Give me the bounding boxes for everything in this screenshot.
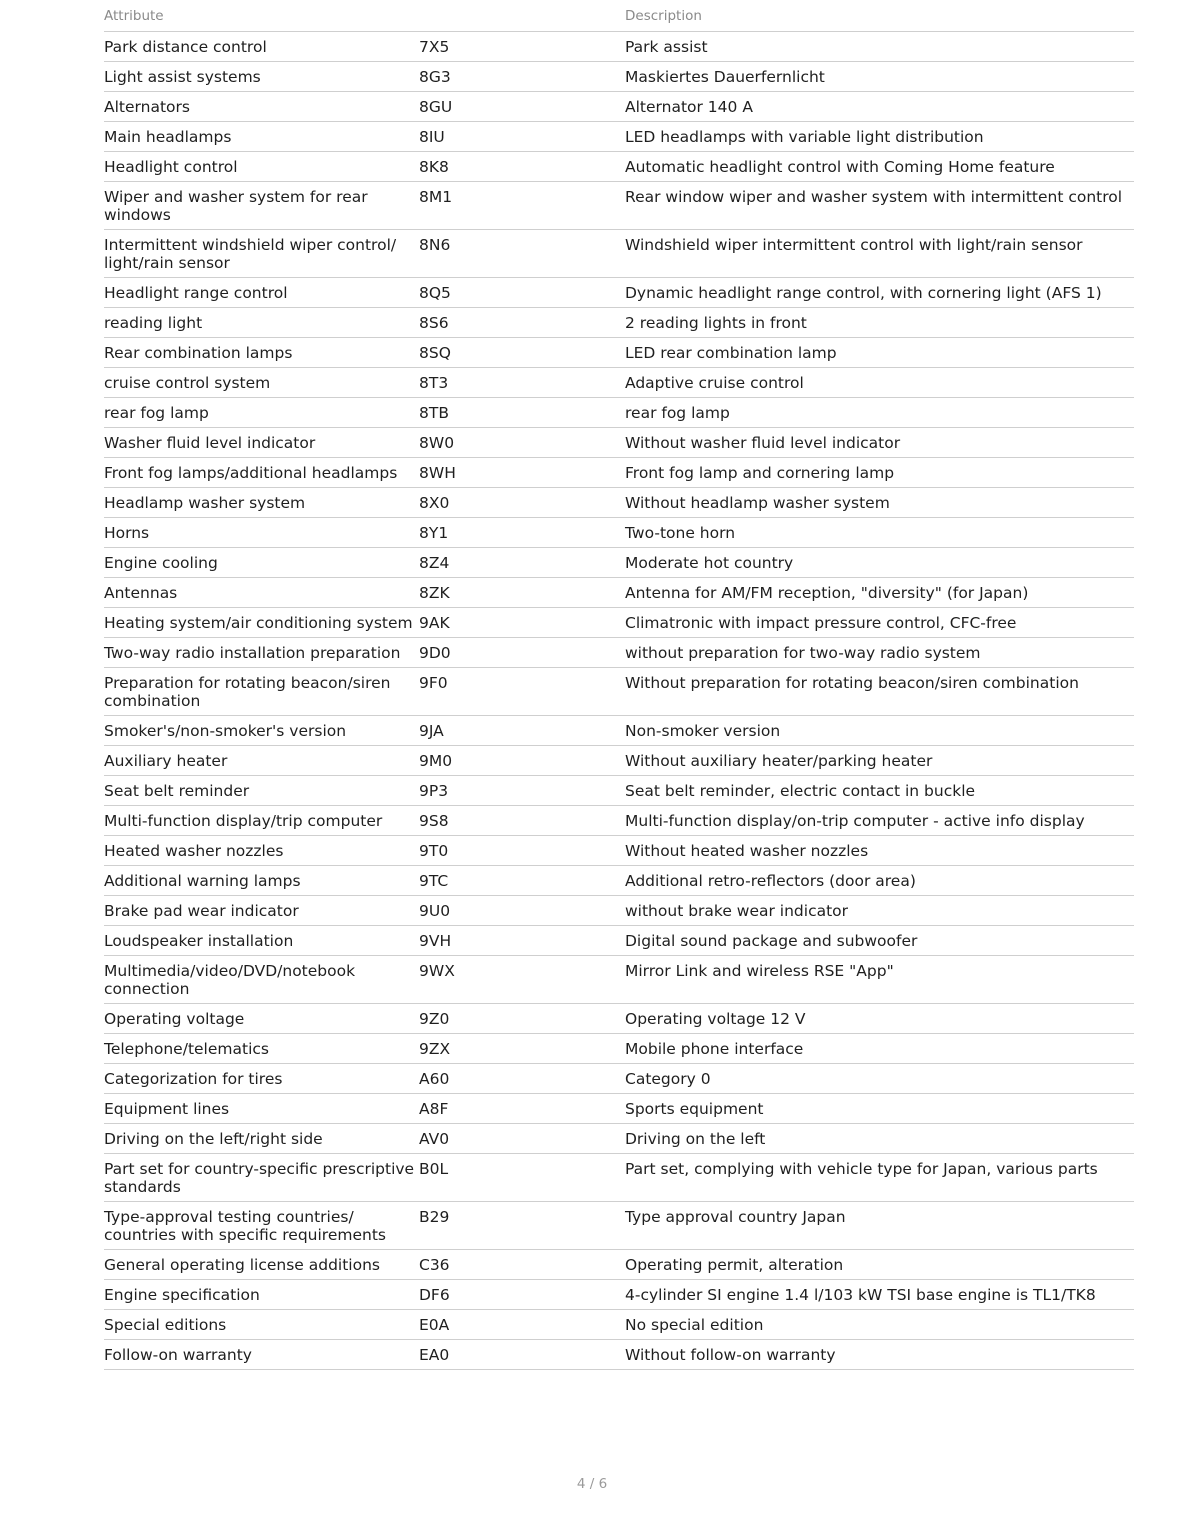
row-description: Seat belt reminder, electric contact in buckle [625, 776, 1134, 806]
row-attribute: Engine cooling [104, 548, 419, 578]
row-description: Dynamic headlight range control, with cornering light (AFS 1) [625, 278, 1134, 308]
table-row [104, 308, 1134, 338]
row-code: 8Q5 [419, 278, 625, 308]
table-row [104, 1154, 1134, 1202]
table-row [104, 638, 1134, 668]
row-description: Operating permit, alteration [625, 1250, 1134, 1280]
row-code: EA0 [419, 1340, 625, 1370]
row-attribute: Horns [104, 518, 419, 548]
row-description: Multi-function display/on-trip computer - active info display [625, 806, 1134, 836]
row-code: 8Y1 [419, 518, 625, 548]
table-row [104, 866, 1134, 896]
table-row [104, 1064, 1134, 1094]
row-attribute: Front fog lamps/additional headlamps [104, 458, 419, 488]
row-code: 8SQ [419, 338, 625, 368]
row-code: 9JA [419, 716, 625, 746]
row-code: 7X5 [419, 32, 625, 62]
row-code: 8X0 [419, 488, 625, 518]
row-description: Front fog lamp and cornering lamp [625, 458, 1134, 488]
row-description: Climatronic with impact pressure control, CFC-free [625, 608, 1134, 638]
row-code: 8W0 [419, 428, 625, 458]
row-code: 8WH [419, 458, 625, 488]
row-code: E0A [419, 1310, 625, 1340]
row-description: No special edition [625, 1310, 1134, 1340]
row-description: Alternator 140 A [625, 92, 1134, 122]
row-description: Maskiertes Dauerfernlicht [625, 62, 1134, 92]
row-code: 9ZX [419, 1034, 625, 1064]
table-row [104, 668, 1134, 716]
row-code: 8N6 [419, 230, 625, 278]
row-attribute: Heated washer nozzles [104, 836, 419, 866]
row-description: without preparation for two-way radio system [625, 638, 1134, 668]
row-code: 9F0 [419, 668, 625, 716]
row-code: 9S8 [419, 806, 625, 836]
row-attribute: Headlight control [104, 152, 419, 182]
row-attribute: Telephone/telematics [104, 1034, 419, 1064]
row-description: Part set, complying with vehicle type for Japan, various parts [625, 1154, 1134, 1202]
row-description: Adaptive cruise control [625, 368, 1134, 398]
row-description: Operating voltage 12 V [625, 1004, 1134, 1034]
page-indicator: 4 / 6 [576, 1476, 608, 1492]
row-attribute: Additional warning lamps [104, 866, 419, 896]
row-description: Without preparation for rotating beacon/siren combination [625, 668, 1134, 716]
table-row [104, 806, 1134, 836]
table-row [104, 836, 1134, 866]
row-code: B29 [419, 1202, 625, 1250]
row-code: 9P3 [419, 776, 625, 806]
row-attribute: Seat belt reminder [104, 776, 419, 806]
table-row [104, 1034, 1134, 1064]
row-description: Digital sound package and subwoofer [625, 926, 1134, 956]
row-description: Mobile phone interface [625, 1034, 1134, 1064]
table-row [104, 1094, 1134, 1124]
row-attribute: Equipment lines [104, 1094, 419, 1124]
row-code: 9TC [419, 866, 625, 896]
row-description: rear fog lamp [625, 398, 1134, 428]
row-code: 8ZK [419, 578, 625, 608]
row-description: LED rear combination lamp [625, 338, 1134, 368]
row-description: Two-tone horn [625, 518, 1134, 548]
row-attribute: General operating license additions [104, 1250, 419, 1280]
row-description: Additional retro-reflectors (door area) [625, 866, 1134, 896]
row-description: Without heated washer nozzles [625, 836, 1134, 866]
row-attribute: Intermittent windshield wiper control/ light/rain sensor [104, 230, 419, 278]
table-row [104, 368, 1134, 398]
column-header-code [419, 0, 625, 32]
row-description: 2 reading lights in front [625, 308, 1134, 338]
table-row [104, 578, 1134, 608]
row-code: 9VH [419, 926, 625, 956]
row-attribute: Alternators [104, 92, 419, 122]
table-row [104, 182, 1134, 230]
row-code: B0L [419, 1154, 625, 1202]
row-description: Without washer fluid level indicator [625, 428, 1134, 458]
table-row [104, 1280, 1134, 1310]
column-header-attribute: Attribute [104, 0, 419, 32]
table-row [104, 458, 1134, 488]
row-attribute: Preparation for rotating beacon/siren combination [104, 668, 419, 716]
row-attribute: Follow-on warranty [104, 1340, 419, 1370]
table-row [104, 956, 1134, 1004]
row-attribute: Heating system/air conditioning system [104, 608, 419, 638]
table-row [104, 896, 1134, 926]
row-description: 4-cylinder SI engine 1.4 l/103 kW TSI base engine is TL1/TK8 [625, 1280, 1134, 1310]
row-code: 9WX [419, 956, 625, 1004]
row-code: 9D0 [419, 638, 625, 668]
table-row [104, 548, 1134, 578]
table-row [104, 278, 1134, 308]
table-row [104, 1250, 1134, 1280]
table-row [104, 1124, 1134, 1154]
row-description: Without headlamp washer system [625, 488, 1134, 518]
row-code: A60 [419, 1064, 625, 1094]
row-attribute: Smoker's/non-smoker's version [104, 716, 419, 746]
row-code: A8F [419, 1094, 625, 1124]
row-code: 9Z0 [419, 1004, 625, 1034]
table-row [104, 1004, 1134, 1034]
row-attribute: Multi-function display/trip computer [104, 806, 419, 836]
equipment-table [104, 0, 1134, 1370]
row-attribute: Multimedia/video/DVD/notebook connection [104, 956, 419, 1004]
row-attribute: cruise control system [104, 368, 419, 398]
table-row [104, 1340, 1134, 1370]
row-description: Without follow-on warranty [625, 1340, 1134, 1370]
row-code: 8G3 [419, 62, 625, 92]
row-attribute: Engine specification [104, 1280, 419, 1310]
row-description: Mirror Link and wireless RSE "App" [625, 956, 1134, 1004]
row-description: Moderate hot country [625, 548, 1134, 578]
row-attribute: Driving on the left/right side [104, 1124, 419, 1154]
row-attribute: Operating voltage [104, 1004, 419, 1034]
table-row [104, 716, 1134, 746]
table-row [104, 398, 1134, 428]
row-attribute: Categorization for tires [104, 1064, 419, 1094]
table-row [104, 518, 1134, 548]
row-code: 8M1 [419, 182, 625, 230]
row-attribute: Headlight range control [104, 278, 419, 308]
row-description: without brake wear indicator [625, 896, 1134, 926]
row-code: AV0 [419, 1124, 625, 1154]
row-code: 8K8 [419, 152, 625, 182]
row-code: 8GU [419, 92, 625, 122]
row-code: C36 [419, 1250, 625, 1280]
table-row [104, 608, 1134, 638]
row-description: Category 0 [625, 1064, 1134, 1094]
row-code: 8T3 [419, 368, 625, 398]
table-row [104, 488, 1134, 518]
equipment-sheet [104, 0, 1134, 1370]
row-attribute: Part set for country-specific prescriptive standards [104, 1154, 419, 1202]
row-code: 8TB [419, 398, 625, 428]
row-code: 9U0 [419, 896, 625, 926]
table-row [104, 926, 1134, 956]
row-attribute: Main headlamps [104, 122, 419, 152]
row-attribute: Rear combination lamps [104, 338, 419, 368]
row-description: Park assist [625, 32, 1134, 62]
row-code: DF6 [419, 1280, 625, 1310]
row-code: 9M0 [419, 746, 625, 776]
row-attribute: rear fog lamp [104, 398, 419, 428]
row-attribute: Antennas [104, 578, 419, 608]
row-attribute: Park distance control [104, 32, 419, 62]
row-description: LED headlamps with variable light distribution [625, 122, 1134, 152]
row-attribute: Light assist systems [104, 62, 419, 92]
table-row [104, 32, 1134, 62]
table-row [104, 122, 1134, 152]
table-row [104, 62, 1134, 92]
row-code: 8IU [419, 122, 625, 152]
row-code: 8Z4 [419, 548, 625, 578]
row-code: 9AK [419, 608, 625, 638]
table-row [104, 1310, 1134, 1340]
row-description: Without auxiliary heater/parking heater [625, 746, 1134, 776]
row-description: Antenna for AM/FM reception, "diversity" (for Japan) [625, 578, 1134, 608]
row-description: Sports equipment [625, 1094, 1134, 1124]
row-attribute: Wiper and washer system for rear windows [104, 182, 419, 230]
table-row [104, 230, 1134, 278]
column-header-description: Description [625, 0, 1134, 32]
table-row [104, 428, 1134, 458]
row-description: Automatic headlight control with Coming Home feature [625, 152, 1134, 182]
table-row [104, 746, 1134, 776]
row-attribute: Washer fluid level indicator [104, 428, 419, 458]
row-attribute: Type-approval testing countries/ countries with specific requirements [104, 1202, 419, 1250]
table-row [104, 92, 1134, 122]
row-attribute: reading light [104, 308, 419, 338]
row-description: Type approval country Japan [625, 1202, 1134, 1250]
row-description: Windshield wiper intermittent control with light/rain sensor [625, 230, 1134, 278]
row-description: Non-smoker version [625, 716, 1134, 746]
table-row [104, 338, 1134, 368]
row-attribute: Two-way radio installation preparation [104, 638, 419, 668]
row-attribute: Special editions [104, 1310, 419, 1340]
table-row [104, 1202, 1134, 1250]
row-attribute: Loudspeaker installation [104, 926, 419, 956]
row-code: 8S6 [419, 308, 625, 338]
table-header-row [104, 0, 1134, 32]
row-description: Driving on the left [625, 1124, 1134, 1154]
row-attribute: Auxiliary heater [104, 746, 419, 776]
row-description: Rear window wiper and washer system with intermittent control [625, 182, 1134, 230]
row-attribute: Headlamp washer system [104, 488, 419, 518]
row-attribute: Brake pad wear indicator [104, 896, 419, 926]
table-row [104, 152, 1134, 182]
row-code: 9T0 [419, 836, 625, 866]
table-row [104, 776, 1134, 806]
